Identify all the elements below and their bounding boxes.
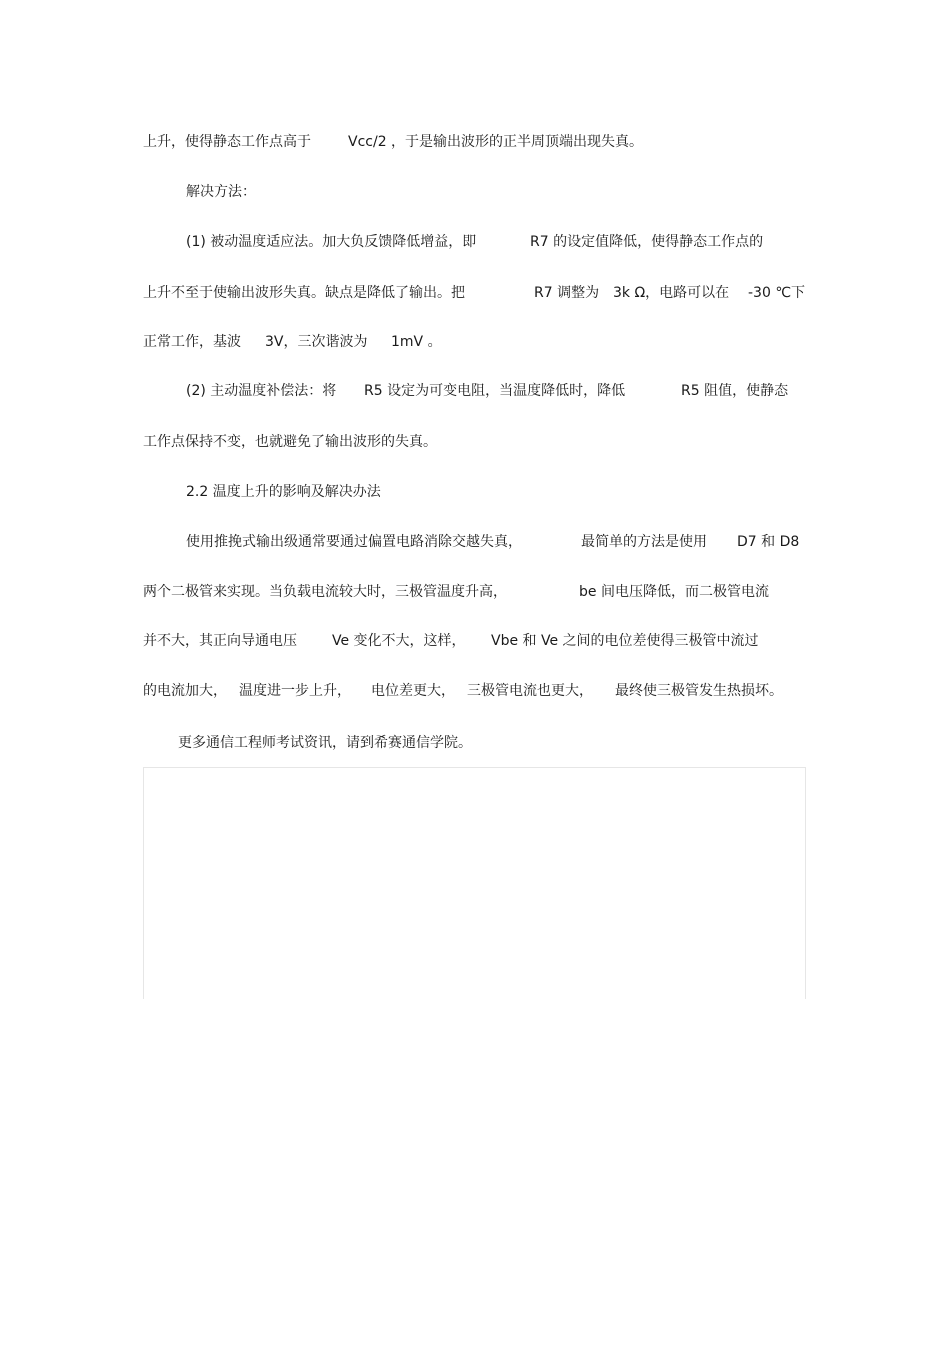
text-fragment: D7 和 D8 (737, 534, 800, 550)
text-fragment: 正常工作，基波 (143, 334, 241, 350)
text-fragment: 两个二极管来实现。当负载电流较大时，三极管温度升高， (143, 584, 507, 600)
text-fragment: R5 设定为可变电阻，当温度降低时，降低 (364, 383, 626, 399)
text-fragment: 2.2 温度上升的影响及解决办法 (186, 484, 381, 500)
text-fragment: ，于是输出波形的正半周顶端出现失真。 (391, 134, 643, 150)
text-fragment: be 间电压降低，而二极管电流 (579, 584, 769, 600)
text-fragment: 的电流加大， (143, 683, 227, 699)
text-fragment: 工作点保持不变，也就避免了输出波形的失真。 (143, 434, 437, 450)
text-fragment: 最终使三极管发生热损坏。 (615, 683, 783, 699)
text-fragment: 上升，使得静态工作点高于 (143, 134, 311, 150)
text-fragment: 1mV 。 (391, 334, 442, 350)
text-fragment: 解决方法： (186, 184, 256, 200)
text-fragment: R7 的设定值降低，使得静态工作点的 (530, 234, 764, 250)
text-fragment: 上升不至于使输出波形失真。缺点是降低了输出。把 (143, 285, 465, 301)
text-fragment: Vcc/2 (348, 134, 387, 150)
text-fragment: -30 ℃下 (748, 285, 806, 301)
text-fragment: (2) 主动温度补偿法：将 (186, 383, 337, 399)
text-fragment: R5 阻值，使静态 (681, 383, 789, 399)
text-fragment: 三极管电流也更大， (467, 683, 593, 699)
text-fragment: 更多通信工程师考试资讯，请到希赛通信学院。 (178, 735, 472, 751)
image-placeholder-frame (143, 767, 806, 999)
text-fragment: Vbe 和 Ve 之间的电位差使得三极管中流过 (491, 633, 759, 649)
text-fragment: 温度进一步上升， (239, 683, 351, 699)
text-fragment: 3V，三次谐波为 (265, 334, 368, 350)
text-fragment: R7 调整为 (534, 285, 600, 301)
text-fragment: 电位差更大， (371, 683, 455, 699)
text-fragment: 3k Ω，电路可以在 (613, 285, 730, 301)
text-fragment: (1) 被动温度适应法。加大负反馈降低增益，即 (186, 234, 477, 250)
text-fragment: 最简单的方法是使用 (581, 534, 707, 550)
text-fragment: 使用推挽式输出级通常要通过偏置电路消除交越失真， (186, 534, 522, 550)
text-fragment: Ve 变化不大，这样， (332, 633, 466, 649)
text-fragment: 并不大，其正向导通电压 (143, 633, 297, 649)
